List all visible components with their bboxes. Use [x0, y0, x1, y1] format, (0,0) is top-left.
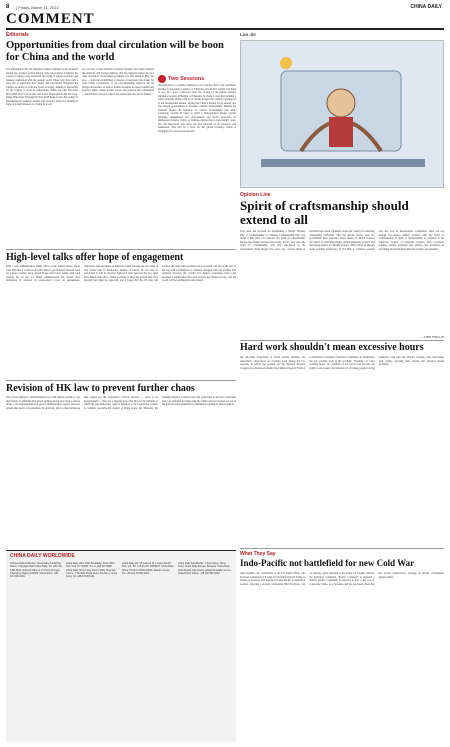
section-divider	[6, 249, 236, 250]
brand-name: CHINA DAILY	[410, 4, 442, 10]
what-they-say-headline: Indo-Pacific not battlefield for new Cold War	[240, 558, 415, 568]
what-they-say-label: What They Say	[240, 551, 276, 557]
opinion-headline: Spirit of craftsmanship should extend to all	[240, 198, 409, 227]
opinion-signature: — CHEN FENGLIN	[420, 336, 444, 339]
two-sessions-badge	[158, 70, 236, 83]
hk-body: The recent attempts to destabilizing forces with radical localists to get their hands on administrative power in Hong Kong have been a serious threat to the implementation of special administrative region's electoral system that need to be remedied. In particular, the so-called primaries they staged for the Legislative Council election — prior to its postponement — that was a flagrant move that showed the methods to which the pan-democratic camp is prepared to the Legislative Council to trammel executive-led system of Hong Kong. On Thursday, the National People's Congress gave the green light to the basic principles and core elements for improving the SAR's electoral system set out in the draft decision submitted for deliberation during its annual session.	[6, 396, 236, 410]
section-divider	[240, 340, 444, 341]
footer-col-1: Chinese Daily Publisher: China Daily Publishing House. Copyright 2022 China Daily. Tel: +86 (10) 6491 8631. Editorial office at 15 Huixin Dongjie, Chaoyang, Beijing 100029. Subscription: +86 400 699 0203.	[10, 562, 62, 579]
footer-box	[6, 550, 236, 742]
page-date: | Friday, March 11, 2022	[16, 5, 59, 10]
footer-col-4: China Daily Asia Pacific: 1 Tong Street, Hong Kong. China Daily Europe: Brussels. China Daily Asia Weekly. Advertising: ads@chinadaily.com.cn. Subscription hotline: +86 400 699 0203.	[178, 562, 232, 575]
opinion-body: Ever since the proposal for establishing a 'Model Workers Day' of Craftsmanship' or 'Chinese Craftsmanship Day' was raised at this year's two sessions, the 'spirit of craftsmanship' has become further discussed in society. In fact, ever since the 'spirit of craftsmanship' was first introduced in the Government Work Report five years ago, various kinds of activities have been organized across the country for selecting 'outstanding craftsmen'. That the private sectors were not government have adopted various means of skilled workers are aimed at cultivating highly skilled industrial workers and increasing respect for 'skilled workers'. Diffi culties in engines needs welding technology in Yao Bin, a 'common consent' who has won an international competition, there are not enough free-agency skilled workers with the 'spirit of craftsmanship'. If 'spirit of craftsmanship' is compared to the 'supporter' bolster' of industrial workers, then vocational training, quality treatment and welfare, and incentives in reforming and promoting industrial workers are essential.	[240, 230, 444, 251]
footer-col-2: China Daily USA: 1500 Broadway, Suite 2800, New York, NY 10036. Tel: +1 212 537 8888. China Daily Hong Kong: Room 1818, Hing Wai Centre, 7 Tin Wan Praya Road, Aberdeen, Hong Kong. Tel: +852 2518 5111.	[66, 562, 118, 579]
high-level-headline: High-level talks offer hope of engagement	[6, 252, 184, 263]
editorial-cartoon	[240, 40, 444, 188]
editorial-col-1: It is indisputable that the emphasis China is putting on the domestic market has sparked worries among some who believe it implies the country is taking a step backward and trying to reduce economic and business interaction with the outside world. Those who hold such a view fail to appreciate how deeply and irreversibly integrated the Chinese economy is with the world economy, making it impossible for the country to sever its connections. While the 14th Five-Year Plan (2021-25) for Economic and Social Development and the Long-Range Objectives Through the Year 2035 make it clear the country is prioritizing the domestic market, that does not mean it is turning its back on foreign markets or closing its doors.	[6, 68, 78, 106]
two-sessions-icon	[158, 75, 166, 83]
footer-rule	[6, 550, 236, 551]
opinion-line-label: Opinion Line	[240, 192, 271, 198]
editorial-headline: Opportunities from dual circulation will be boon for China and the world	[6, 40, 224, 63]
illustration-byline: Luo Jie	[240, 32, 256, 37]
footer-col-3: China Daily UK: 90 Cannon St, London EC4N 6HA, UK. Tel: +44 (0) 207 398 8270. China Daily Africa: PO Box 27281-00506, Nairobi, Kenya. Tel: +254 (0) 20 692 9001.	[122, 562, 174, 575]
what-they-say-body: John Aquilino, the commander of the US Pacific Fleet, who had been nominated by Former US president Donald Trump to Senate on Tuesday, said that the US Indo-Pacific Command is tracked, replacing a drop-in commander Phil Davidson, was on Tuesday again stretched to the Senate on Tuesday. Before, the Pentagon confirmed. 'Pacific Command is signaled a 'Pacific Pacific Command' is expected to play a key role in countering China, as it becomes and the sea-based threat that has served predecessor's strategy of marine containment against China.	[240, 572, 444, 586]
editorial-col-2: It is in view of the mutually boosting dynamic that exists between the domestic and foreign markets, that has happened since the new 'dual circulation' development paradigm was first raised in May last year — from the establishing of dozens of integrated pilot zones for cross-border e-commerce, to an ever-shortening negative list for foreign investment, as well as further measures to protect intellectual property rights, widen market access and promote fair competition — should have served to dispel any doubts that exist about China's	[82, 68, 154, 96]
hard-work-body: An All-China Federation of Trade Unions member and researcher's observation on overtime work during the two sessions, in which she pointed out the National People's Congress has discussed whether the Chinese People's Political Consultative Conference National Committee on Wednesday has put overtime work in the spotlight. 'Overtime', or 'extra working hours', in a number of job sectors has become the norm in our country, the national toll of raising people's living standards, long time the nation's working class well-being, with studies showing their mental and physical health declining.	[240, 356, 444, 370]
section-title: COMMENT	[6, 11, 95, 27]
editorials-label: Editorials	[6, 32, 29, 38]
hk-headline: Revision of HK law to prevent further chaos	[6, 383, 195, 394]
editorial-col-3: determination to continue opening up its economy. But if any remained, Premier Li Keqiang's remarks on Thursday should have finally laid them to rest. In a news conference after the closing of the annual national legislative session in Beijing on Thursday, he made it clear that building a robust domestic market will by no means hamper the country's opening up to the international market, saying that China's market is big enough and has enough opportunities to promote common development. Making the domestic market the mainstay for China's development will entail advancing reforms in order to build a high-standard market system featuring strengthened law enforcement and better protection of intellectual property rights. A Chinese market that is increasingly open, fair and innovative will serve the best interests of all investors and businesses. This will be a boon for the global economy, which is struggling for recovery and growth.	[158, 84, 236, 133]
header-rule	[6, 28, 444, 30]
two-sessions-label: Two Sessions	[168, 76, 205, 83]
high-level-body: With a new administration taking office in the United States, hopes were high that it would work with China to get bilateral relations back on a more positive track. Those hopes have been fading with each passing day as the Joe Biden administration has shown little inclination to abandon its predecessor's focus on engagement. Thursday's announcement of high-level talks between the two sides in four weeks' time in Anchorage, Alaska, on March 18, can only be welcomed. It will be the first high-level talks between the two sides since Biden took office. China is willing to share the bottom line of its position that must be respected, and it hopes that the US side will conduct the talks with goodwill and good faith, and put at the end of the day with a willingness to continue engaging with one another. The relations between the world's two largest economies have long assumed a significance that goes beyond the bilateral scope, and the world will be watching the talks closely.	[6, 265, 236, 282]
cartoon-illustration	[241, 41, 444, 188]
hard-work-headline: Hard work shouldn't mean excessive hours	[240, 342, 424, 353]
footer-title: CHINA DAILY WORLDWIDE	[10, 553, 75, 559]
section-divider	[6, 380, 236, 381]
page-number: 8	[6, 4, 10, 10]
section-divider	[240, 548, 444, 549]
